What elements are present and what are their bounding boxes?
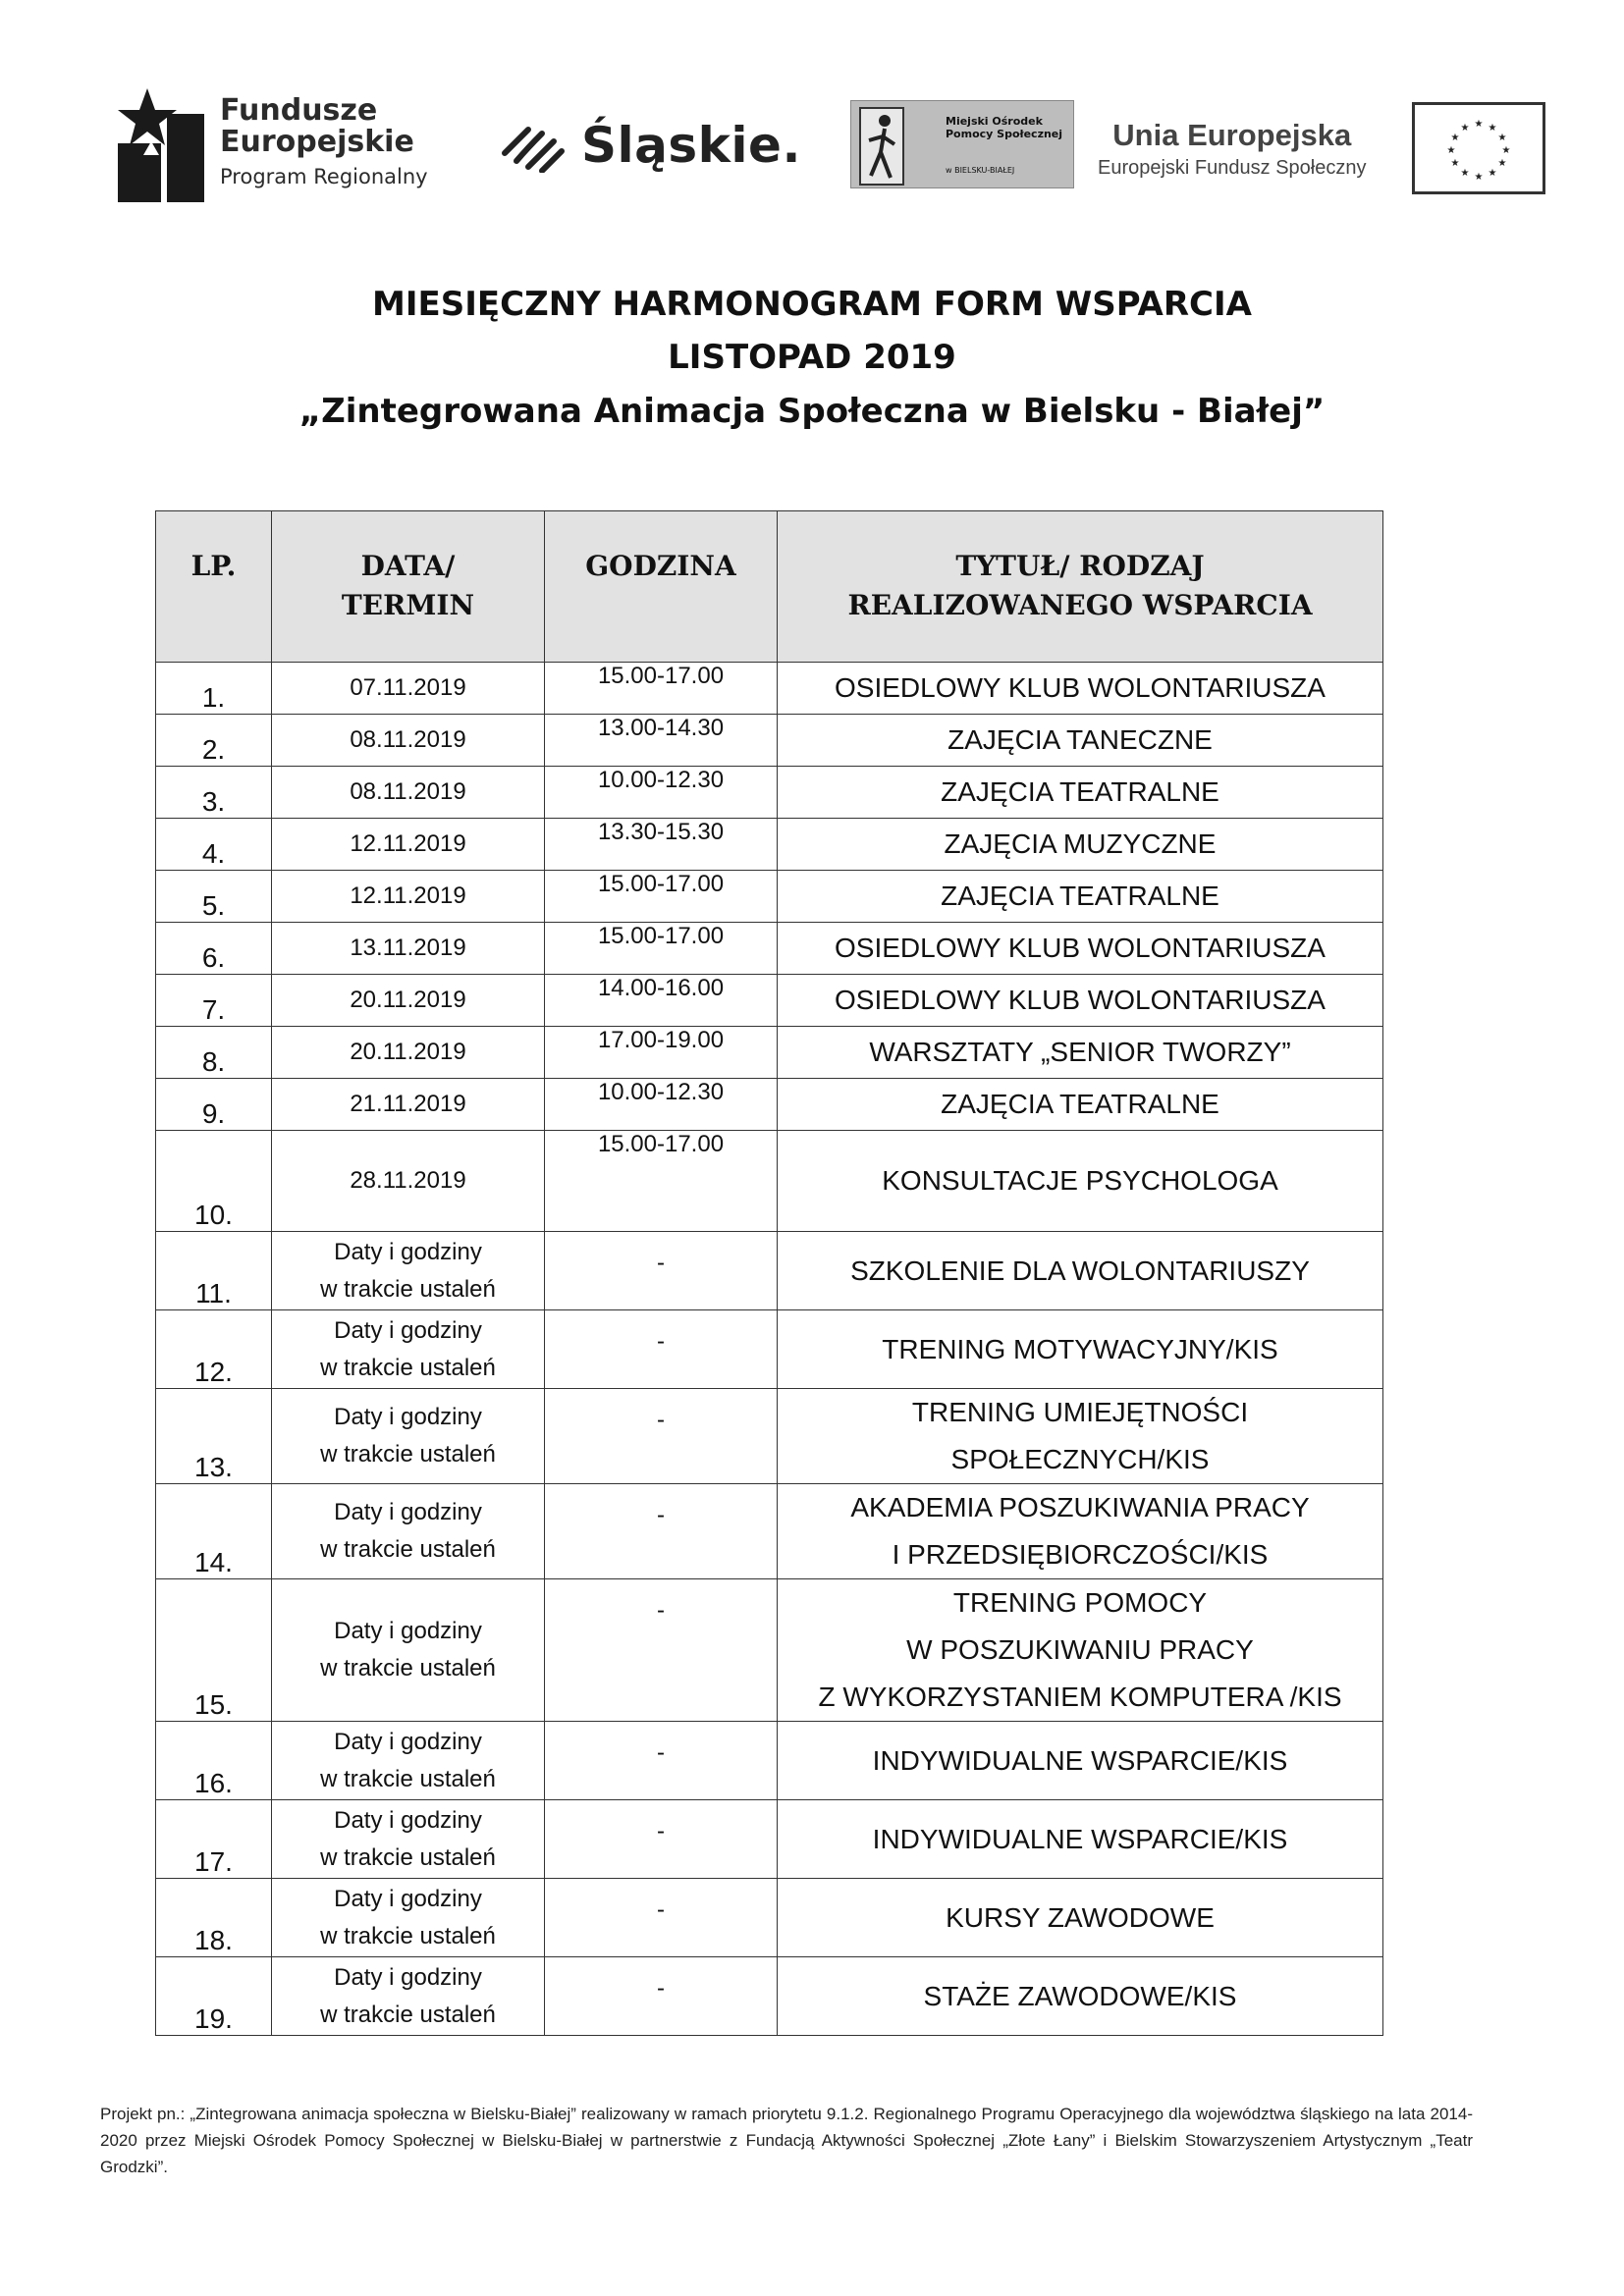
row-date: [272, 1310, 545, 1389]
row-hour: -: [545, 1957, 778, 2036]
row-title: [778, 1722, 1383, 1800]
row-title: [778, 1579, 1383, 1722]
row-title-line: ZAJĘCIA TEATRALNE: [941, 881, 1219, 911]
row-hour: 13.30-15.30: [545, 819, 778, 871]
row-number: 1.: [156, 663, 272, 715]
table-row: [156, 663, 1383, 715]
row-hour: -: [545, 1800, 778, 1879]
document-month: LISTOPAD 2019: [668, 338, 956, 377]
row-title: [778, 819, 1383, 871]
row-title-line: ZAJĘCIA TEATRALNE: [941, 776, 1219, 807]
row-date: 07.11.2019: [272, 663, 545, 715]
project-name: „Zintegrowana Animacja Społeczna w Bielsku - Białej”: [298, 392, 1326, 431]
row-date: [272, 1389, 545, 1484]
fe-line2: Europejskie: [220, 125, 414, 159]
table-row: [156, 871, 1383, 923]
mops-figure-icon: [859, 107, 904, 186]
row-hour: -: [545, 1389, 778, 1484]
row-title: [778, 1079, 1383, 1131]
row-title-line: ZAJĘCIA MUZYCZNE: [944, 828, 1217, 859]
row-title: [778, 1879, 1383, 1957]
svg-text:★: ★: [1450, 158, 1460, 169]
svg-text:★: ★: [1450, 133, 1460, 143]
fe-line1: Fundusze: [220, 93, 378, 128]
row-number: 13.: [156, 1389, 272, 1484]
row-title: [778, 871, 1383, 923]
row-date-line1: Daty i godziny: [334, 1238, 482, 1265]
row-date-line2: w trakcie ustaleń: [320, 1536, 496, 1563]
row-number: 16.: [156, 1722, 272, 1800]
row-number: 7.: [156, 975, 272, 1027]
row-hour: -: [545, 1879, 778, 1957]
table-row: [156, 1079, 1383, 1131]
row-date-line2: w trakcie ustaleń: [320, 1843, 496, 1871]
unia-europejska-text: [1098, 118, 1366, 183]
row-hour: -: [545, 1310, 778, 1389]
row-date: [272, 1579, 545, 1722]
row-date: [272, 1879, 545, 1957]
row-title-line: TRENING UMIEJĘTNOŚCI: [911, 1397, 1249, 1427]
row-title-line: ZAJĘCIA TANECZNE: [947, 724, 1213, 755]
svg-text:★: ★: [1474, 119, 1484, 130]
row-date-line1: Daty i godziny: [334, 1728, 482, 1755]
table-row: [156, 1131, 1383, 1232]
row-date-line1: Daty i godziny: [334, 1618, 482, 1644]
row-date-line2: w trakcie ustaleń: [320, 1922, 496, 1949]
row-title: [778, 975, 1383, 1027]
fundusze-europejskie-logo: [118, 84, 428, 202]
row-hour: 15.00-17.00: [545, 923, 778, 975]
row-title-line: KONSULTACJE PSYCHOLOGA: [882, 1165, 1278, 1196]
row-hour: -: [545, 1579, 778, 1722]
row-date-line1: Daty i godziny: [334, 1885, 482, 1912]
row-hour: 15.00-17.00: [545, 1131, 778, 1232]
table-row: [156, 715, 1383, 767]
row-date: 08.11.2019: [272, 715, 545, 767]
row-date: 20.11.2019: [272, 975, 545, 1027]
table-row: [156, 1957, 1383, 2036]
row-date: 20.11.2019: [272, 1027, 545, 1079]
row-title: [778, 1027, 1383, 1079]
svg-text:★: ★: [1488, 168, 1497, 179]
row-date: 12.11.2019: [272, 819, 545, 871]
row-title: [778, 1131, 1383, 1232]
row-hour: 13.00-14.30: [545, 715, 778, 767]
row-date: 13.11.2019: [272, 923, 545, 975]
row-number: 3.: [156, 767, 272, 819]
svg-text:★: ★: [1497, 158, 1507, 169]
fe-line3: Program Regionalny: [220, 165, 428, 188]
schedule-body: [156, 663, 1383, 2036]
table-row: [156, 1484, 1383, 1579]
row-title-line: Z WYKORZYSTANIEM KOMPUTERA /KIS: [818, 1682, 1342, 1712]
row-number: 5.: [156, 871, 272, 923]
svg-text:★: ★: [1460, 168, 1470, 179]
row-date-line2: w trakcie ustaleń: [320, 1354, 496, 1381]
row-date-line1: Daty i godziny: [334, 1316, 482, 1344]
row-date: [272, 1800, 545, 1879]
row-date-line1: Daty i godziny: [334, 1499, 482, 1525]
row-number: 15.: [156, 1579, 272, 1722]
row-title: [778, 767, 1383, 819]
row-date-line2: w trakcie ustaleń: [320, 1655, 496, 1682]
table-row: [156, 1027, 1383, 1079]
row-title-line: SPOŁECZNYCH/KIS: [950, 1444, 1210, 1474]
row-date-line1: Daty i godziny: [334, 1806, 482, 1834]
row-title-line: OSIEDLOWY KLUB WOLONTARIUSZA: [835, 933, 1326, 963]
row-date: [272, 1232, 545, 1310]
header-lp: LP.: [156, 511, 272, 663]
header-title: TYTUŁ/ RODZAJ REALIZOWANEGO WSPARCIA: [778, 511, 1383, 663]
row-title-line: AKADEMIA POSZUKIWANIA PRACY: [850, 1492, 1310, 1522]
row-date: [272, 1722, 545, 1800]
mops-line2: Pomocy Społecznej: [946, 128, 1063, 140]
row-title-line: TRENING MOTYWACYJNY/KIS: [882, 1333, 1278, 1364]
row-title: [778, 715, 1383, 767]
row-title-line: WARSZTATY „SENIOR TWORZY”: [869, 1037, 1291, 1067]
row-number: 4.: [156, 819, 272, 871]
row-hour: 10.00-12.30: [545, 767, 778, 819]
row-date-line2: w trakcie ustaleń: [320, 1441, 496, 1468]
row-number: 10.: [156, 1131, 272, 1232]
row-date-line1: Daty i godziny: [334, 1963, 482, 1991]
row-title-line: W POSZUKIWANIU PRACY: [906, 1634, 1254, 1665]
svg-text:★: ★: [1460, 123, 1470, 133]
slaskie-text: Śląskie.: [581, 117, 801, 174]
svg-text:★: ★: [1474, 172, 1484, 183]
row-title-line: I PRZEDSIĘBIORCZOŚCI/KIS: [892, 1539, 1269, 1570]
row-number: 9.: [156, 1079, 272, 1131]
project-footer-note: Projekt pn.: „Zintegrowana animacja społeczna w Bielsku-Białej” realizowany w ramach priorytetu 9.1.2. Regionalnego Programu Operacyjnego dla województwa śląskiego na lata 2014-2020 przez Miejski Ośrodek Pomocy Społecznej w Bielsku-Białej w partnerstwie z Fundacją Aktywności Społecznej „Złote Łany” i Bielskim Stowarzyszeniem Artystycznym „Teatr Grodzki”.: [100, 2105, 1473, 2176]
row-title-line: SZKOLENIE DLA WOLONTARIUSZY: [850, 1255, 1310, 1286]
row-date: 28.11.2019: [272, 1131, 545, 1232]
ue-line1: Unia Europejska: [1112, 118, 1352, 152]
row-hour: 17.00-19.00: [545, 1027, 778, 1079]
row-date: 12.11.2019: [272, 871, 545, 923]
row-number: 18.: [156, 1879, 272, 1957]
row-date: 08.11.2019: [272, 767, 545, 819]
row-number: 14.: [156, 1484, 272, 1579]
row-number: 11.: [156, 1232, 272, 1310]
row-title-line: KURSY ZAWODOWE: [946, 1901, 1215, 1933]
row-hour: 14.00-16.00: [545, 975, 778, 1027]
row-hour: -: [545, 1484, 778, 1579]
ue-line2: Europejski Fundusz Społeczny: [1098, 157, 1367, 179]
row-title-line: OSIEDLOWY KLUB WOLONTARIUSZA: [835, 985, 1326, 1015]
schedule-table: [155, 510, 1383, 2036]
row-hour: 15.00-17.00: [545, 871, 778, 923]
eu-flag-icon: [1412, 102, 1545, 194]
table-row: [156, 1879, 1383, 1957]
header-date: DATA/ TERMIN: [272, 511, 545, 663]
table-row: [156, 1800, 1383, 1879]
row-title: [778, 923, 1383, 975]
table-row: [156, 1722, 1383, 1800]
row-title: [778, 1800, 1383, 1879]
slaskie-wave-icon: [499, 114, 568, 177]
row-title-line: OSIEDLOWY KLUB WOLONTARIUSZA: [835, 672, 1326, 703]
header-hour: GODZINA: [545, 511, 778, 663]
row-date-line2: w trakcie ustaleń: [320, 1275, 496, 1303]
svg-text:★: ★: [1497, 133, 1507, 143]
svg-text:★: ★: [1488, 123, 1497, 133]
row-number: 12.: [156, 1310, 272, 1389]
row-title: [778, 1310, 1383, 1389]
slaskie-logo: [499, 114, 801, 177]
row-number: 19.: [156, 1957, 272, 2036]
document-title: MIESIĘCZNY HARMONOGRAM FORM WSPARCIA: [372, 285, 1252, 324]
row-hour: -: [545, 1232, 778, 1310]
row-title-line: ZAJĘCIA TEATRALNE: [941, 1089, 1219, 1119]
row-date-line2: w trakcie ustaleń: [320, 1765, 496, 1792]
row-number: 2.: [156, 715, 272, 767]
row-title: [778, 1957, 1383, 2036]
table-row: [156, 1232, 1383, 1310]
table-row: [156, 767, 1383, 819]
row-hour: 15.00-17.00: [545, 663, 778, 715]
svg-text:★: ★: [1501, 145, 1511, 156]
table-row: [156, 819, 1383, 871]
row-date-line2: w trakcie ustaleń: [320, 2001, 496, 2028]
mops-logo: [850, 100, 1074, 188]
row-number: 17.: [156, 1800, 272, 1879]
mops-line3: w BIELSKU-BIAŁEJ: [946, 166, 1015, 175]
table-row: [156, 1389, 1383, 1484]
svg-text:★: ★: [1446, 145, 1456, 156]
row-title-line: INDYWIDUALNE WSPARCIE/KIS: [872, 1744, 1288, 1776]
row-title: [778, 1232, 1383, 1310]
fe-star-icon: [118, 84, 206, 202]
row-hour: -: [545, 1722, 778, 1800]
table-header-row: [156, 511, 1383, 663]
row-title-line: INDYWIDUALNE WSPARCIE/KIS: [872, 1823, 1288, 1854]
row-title: [778, 1389, 1383, 1484]
row-date: [272, 1957, 545, 2036]
row-title-line: TRENING POMOCY: [952, 1587, 1208, 1618]
row-number: 8.: [156, 1027, 272, 1079]
row-date-line1: Daty i godziny: [334, 1404, 482, 1430]
row-title-line: STAŻE ZAWODOWE/KIS: [923, 1980, 1237, 2011]
logo-band: [98, 57, 1563, 236]
row-number: 6.: [156, 923, 272, 975]
table-row: [156, 975, 1383, 1027]
row-date: 21.11.2019: [272, 1079, 545, 1131]
table-row: [156, 1579, 1383, 1722]
row-hour: 10.00-12.30: [545, 1079, 778, 1131]
row-title: [778, 663, 1383, 715]
row-date: [272, 1484, 545, 1579]
table-row: [156, 1310, 1383, 1389]
row-title: [778, 1484, 1383, 1579]
table-row: [156, 923, 1383, 975]
mops-line1: Miejski Ośrodek: [946, 115, 1043, 128]
